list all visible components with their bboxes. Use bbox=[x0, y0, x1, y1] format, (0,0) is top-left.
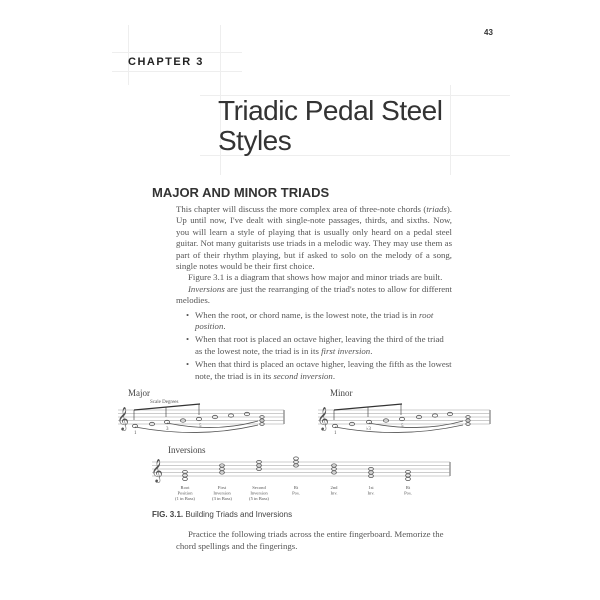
text: This chapter will discuss the more complex area of three-note chords ( bbox=[176, 204, 427, 214]
inversion-label: Inversion bbox=[250, 490, 268, 496]
figure bbox=[0, 388, 600, 510]
inversions-staff bbox=[152, 462, 450, 476]
text: ). Up until now, I've dealt with single-note passages, thirds, and sixths. Now, you will learn a style of playing that is usually only heard on a pedal steel guitar. Not many guitarists use triads in a melodic way. They may use them as part of their rhythm playing, but if asked to solo on the melody of a song, single notes would be their first choice. bbox=[176, 204, 452, 272]
inversion-label: (5 in Bass) bbox=[249, 496, 269, 502]
inversion-label: Position bbox=[177, 490, 193, 496]
minor-label: Minor bbox=[330, 388, 353, 399]
inversion-label: (1 in Bass) bbox=[175, 496, 195, 502]
emphasis: root position bbox=[195, 309, 434, 332]
text: When that root is placed an octave higher, leaving the third of the triad as the lowest note, the triad is in its bbox=[195, 334, 444, 356]
chord-note bbox=[183, 477, 188, 480]
caption-number: FIG. 3.1. bbox=[152, 510, 184, 520]
list-item bbox=[195, 310, 452, 333]
inversion-label: Rt bbox=[405, 485, 411, 491]
practice-paragraph: Practice the following triads across the entire fingerboard. Memorize the chord spellings and the fingerings. bbox=[176, 529, 444, 551]
chord-note bbox=[406, 477, 411, 480]
text: . bbox=[370, 345, 373, 356]
paragraph bbox=[176, 204, 452, 272]
title-line-2: Styles bbox=[218, 125, 292, 156]
inversion-label: First bbox=[217, 485, 227, 491]
major-notes bbox=[132, 412, 264, 432]
music-figure bbox=[0, 388, 600, 510]
scale-degree: 5 bbox=[401, 424, 404, 430]
emphasis: first inversion bbox=[321, 345, 371, 356]
inversion-label: 2nd bbox=[330, 485, 338, 491]
minor-staff bbox=[318, 410, 490, 424]
scale-degree: 1 bbox=[334, 431, 337, 437]
major-label: Major bbox=[128, 388, 150, 399]
minor-notes bbox=[332, 412, 470, 432]
inversion-label: Pos. bbox=[404, 490, 412, 496]
inversion-label: Root bbox=[180, 485, 190, 491]
treble-clef-icon: 𝄞 bbox=[317, 408, 329, 431]
inversion-label: Pos. bbox=[292, 490, 300, 496]
emphasis: Inversions bbox=[188, 283, 225, 294]
scale-degree: 3 bbox=[166, 427, 169, 433]
caption-text: Building Triads and Inversions bbox=[183, 510, 293, 520]
title-line-1: Triadic Pedal Steel bbox=[218, 95, 443, 126]
inversion-label: Inv. bbox=[330, 490, 338, 496]
scale-degrees-bracket bbox=[134, 404, 200, 420]
chord-note bbox=[406, 474, 411, 477]
inversions-label: Inversions bbox=[168, 445, 206, 456]
major-staff bbox=[118, 410, 284, 424]
scale-degrees-label: Scale Degrees bbox=[150, 400, 179, 406]
inversion-label: Rt bbox=[293, 485, 299, 491]
scale-degree: 5 bbox=[199, 424, 202, 430]
chord-note bbox=[294, 457, 299, 460]
text: . bbox=[332, 370, 336, 381]
scale-degree: 1 bbox=[134, 431, 137, 437]
inversion-label: Inv. bbox=[367, 490, 375, 496]
chapter-title bbox=[218, 96, 442, 156]
paragraph bbox=[176, 284, 452, 307]
text: . bbox=[223, 321, 226, 332]
inversion-labels bbox=[175, 485, 412, 501]
minor-bracket bbox=[334, 404, 402, 420]
chapter-label: CHAPTER 3 bbox=[128, 56, 204, 68]
treble-clef-icon: 𝄞 bbox=[117, 408, 129, 431]
inversion-label: (3 in Bass) bbox=[212, 496, 232, 502]
list-item bbox=[195, 359, 452, 382]
chord-note bbox=[406, 470, 411, 473]
paragraph: Figure 3.1 is a diagram that shows how major and minor triads are built. bbox=[188, 272, 443, 283]
text: When the root, or chord name, is the lowest note, the triad is in bbox=[195, 309, 420, 320]
list-item bbox=[195, 334, 452, 357]
bullet-list bbox=[176, 310, 452, 382]
emphasis: second inversion bbox=[273, 370, 333, 381]
treble-clef-icon: 𝄞 bbox=[151, 460, 163, 483]
content-flow bbox=[0, 204, 600, 552]
page-number: 43 bbox=[484, 28, 493, 37]
chord-note bbox=[183, 470, 188, 473]
inversion-label: Second bbox=[252, 485, 266, 491]
emphasis: triads bbox=[426, 204, 447, 214]
body-text bbox=[176, 204, 452, 382]
figure-caption bbox=[152, 510, 600, 519]
inversion-label: 1st bbox=[368, 485, 374, 491]
section-heading: MAJOR AND MINOR TRIADS bbox=[152, 185, 330, 200]
scale-degree: ♭3 bbox=[366, 427, 371, 433]
text: are just the rearranging of the triad's notes to allow for different melodies. bbox=[176, 283, 452, 306]
chord-note bbox=[183, 474, 188, 477]
inversion-label: Inversion bbox=[213, 490, 231, 496]
text: When that third is placed an octave higher, leaving the fifth as the lowest note, the triad is in its bbox=[195, 359, 452, 381]
